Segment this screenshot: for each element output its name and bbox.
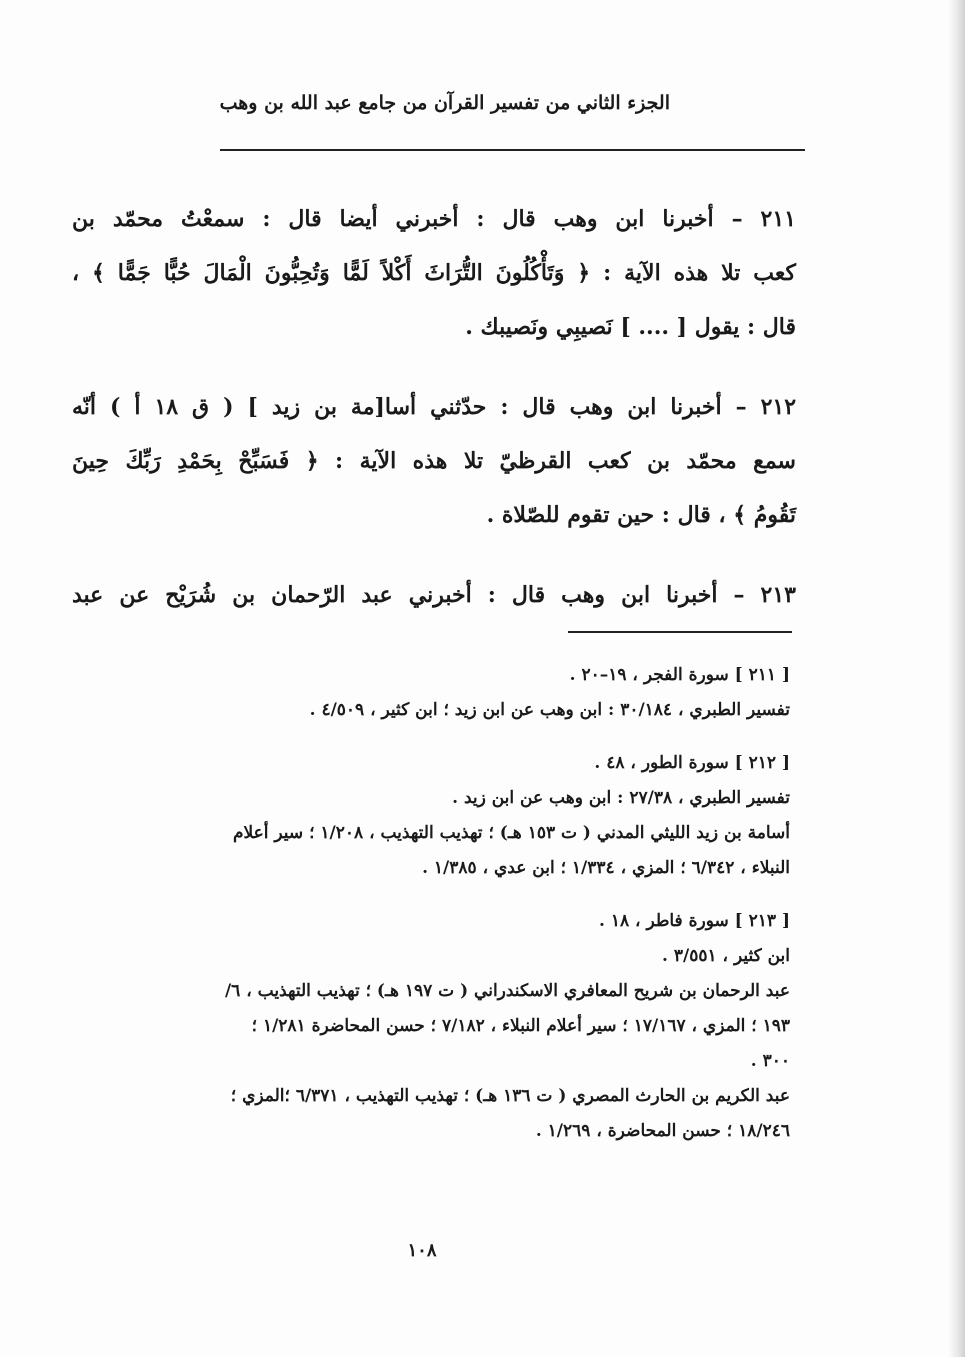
- footnote-212: [62, 746, 790, 886]
- footnote-line: ١٩٣ ؛ المزي ، ١٧/١٦٧ ؛ سير أعلام النبلاء ، ٧/١٨٢ ؛ حسن المحاضرة ١/٢٨١ ؛: [251, 1016, 790, 1036]
- text-line: ٢١١ – أخبرنا ابن وهب قال : أخبرني أيضا قال : سمعْتُ محمّد بن: [72, 206, 796, 232]
- footnote-line: [ ٢١٢ ] سورة الطور ، ٤٨ .: [594, 753, 790, 773]
- text-line: ٢١٣ – أخبرنا ابن وهب قال : أخبرني عبد الرّحمان بن شُرَيْح عن عبد: [72, 582, 796, 608]
- text-line: سمع محمّد بن كعب القرظيّ تلا هذه الآية : ﴿ فَسَبِّحْ بِحَمْدِ رَبِّكَ حِينَ: [72, 448, 796, 474]
- footnote-line: أسامة بن زيد الليثي المدني ( ت ١٥٣ هـ) ؛ تهذيب التهذيب ، ١/٢٠٨ ؛ سير أعلام: [232, 823, 790, 843]
- scan-shadow-edge: [947, 0, 965, 1357]
- footnote-line: [ ٢١٣ ] سورة فاطر ، ١٨ .: [599, 911, 790, 931]
- paragraph-212: [72, 380, 796, 542]
- paragraph-211: [72, 192, 796, 354]
- footnote-line: عبد الرحمان بن شريح المعافري الاسكندراني ( ت ١٩٧ هـ) ؛ تهذيب التهذيب ، ٦/: [224, 981, 790, 1001]
- text-line: كعب تلا هذه الآية : ﴿ وَتَأْكُلُونَ التُّرَاثَ أَكْلاً لَمًّا وَتُحِبُّونَ الْمَالَ حُبًّا جَمًّا ﴾ ،: [72, 260, 796, 286]
- footnote-line: ابن كثير ، ٣/٥٥١ .: [662, 946, 790, 966]
- text-line: ٢١٢ – أخبرنا ابن وهب قال : حدّثني أسا[مة بن زيد ] ( ق ١٨ أ ) أنّه: [72, 394, 797, 420]
- paragraph-213: [72, 568, 796, 622]
- footnote-line: [ ٢١١ ] سورة الفجر ، ١٩–٢٠ .: [569, 665, 790, 685]
- footnotes: [62, 658, 790, 1167]
- footnote-line: تفسير الطبري ، ٢٧/٣٨ : ابن وهب عن ابن زيد .: [452, 788, 790, 808]
- header-rule: [220, 149, 805, 151]
- text-line: قال : يقول [ .... ] نَصيبِي ونَصيبك .: [465, 314, 796, 340]
- footnote-line: ٣٠٠ .: [750, 1051, 790, 1071]
- footnote-line: ١٨/٢٤٦ ؛ حسن المحاضرة ، ١/٢٦٩ .: [535, 1121, 790, 1141]
- footnote-211: [62, 658, 790, 728]
- footnote-213: [62, 904, 790, 1149]
- running-header: الجزء الثاني من تفسير القرآن من جامع عبد الله بن وهب: [219, 92, 670, 114]
- footnote-line: النبلاء ، ٦/٣٤٢ ؛ المزي ، ١/٣٣٤ ؛ ابن عدي ، ١/٣٨٥ .: [422, 858, 790, 878]
- footnote-line: تفسير الطبري ، ٣٠/١٨٤ : ابن وهب عن ابن زيد ؛ ابن كثير ، ٤/٥٠٩ .: [309, 700, 790, 720]
- page-number: ١٠٨: [407, 1240, 437, 1261]
- text-line: تَقُومُ ﴾ ، قال : حين تقوم للصّلاة .: [486, 502, 796, 528]
- footnote-line: عبد الكريم بن الحارث المصري ( ت ١٣٦ هـ) ؛ تهذيب التهذيب ، ٦/٣٧١ ؛المزي ؛: [230, 1086, 790, 1106]
- footnote-rule: [568, 631, 792, 633]
